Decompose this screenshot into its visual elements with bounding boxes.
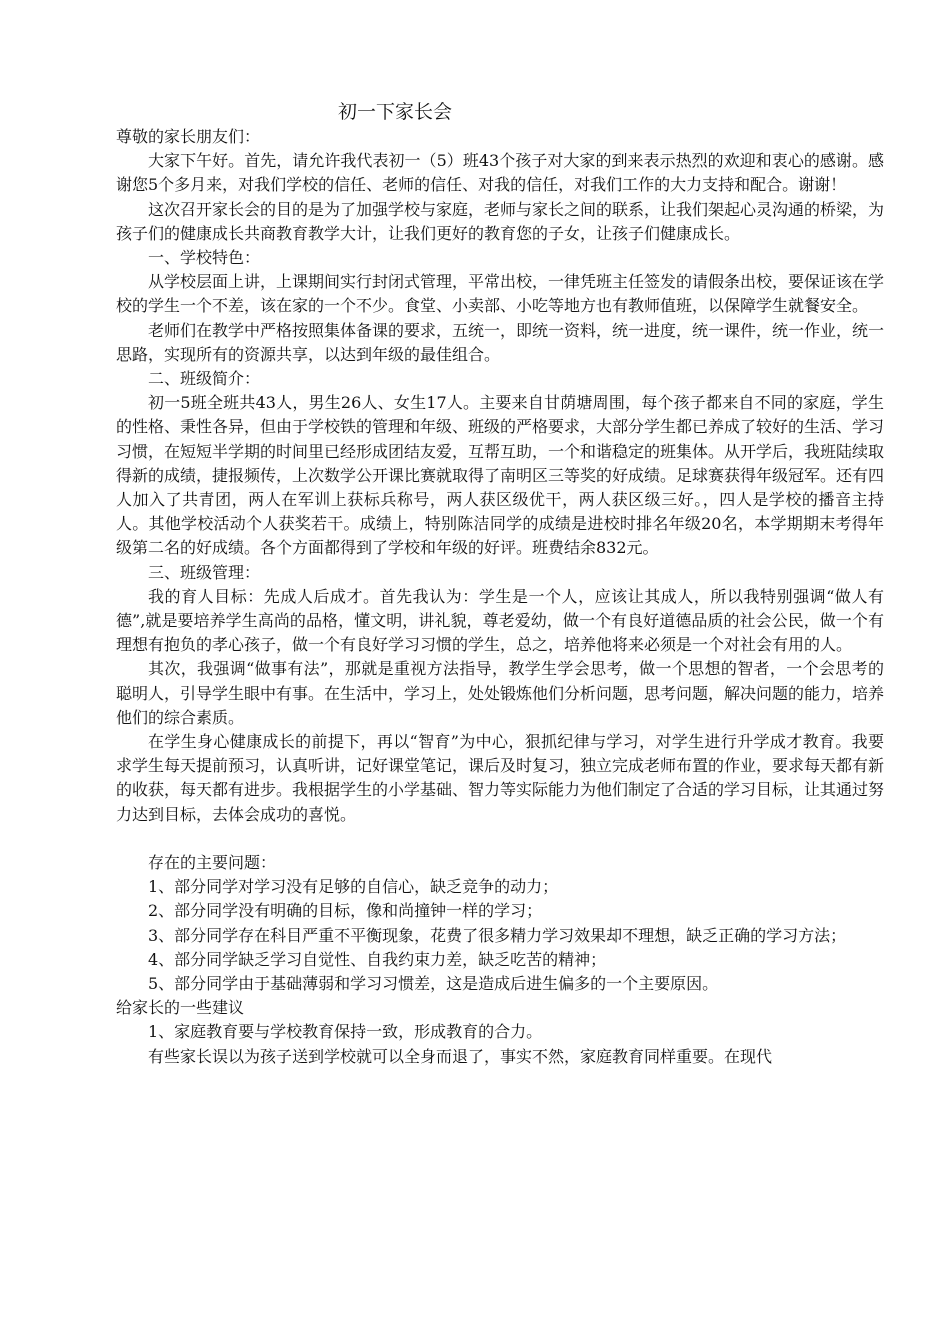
salutation: 尊敬的家长朋友们： bbox=[116, 127, 261, 146]
blank-line bbox=[116, 827, 884, 851]
section-heading-school-features: 一、学校特色： bbox=[148, 248, 261, 268]
section-heading-class-intro: 二、班级简介： bbox=[148, 369, 261, 389]
paragraph-study: 在学生身心健康成长的前提下，再以“智育”为中心，狠抓纪律与学习，对学生进行升学成才教育。我要求学生每天提前预习，认真听讲，记好课堂笔记，课后及时复习，独立完成老师布置的作业，要求每天都有新的收获，每天都有进步。我根据学生的小学基础、智力等实际能力为他们制定了合适的学习目标，让其通过努力达到目标，去体会成功的喜悦。 bbox=[116, 732, 885, 824]
paragraph-purpose: 这次召开家长会的目的是为了加强学校与家庭，老师与家长之间的联系，让我们架起心灵沟通的桥梁，为孩子们的健康成长共商教育教学大计，让我们更好的教育您的子女，让孩子们健康成长。 bbox=[116, 199, 885, 243]
paragraph-teaching: 老师们在教学中严格按照集体备课的要求，五统一，即统一资料，统一进度，统一课件，统一作业，统一思路，实现所有的资源共享，以达到年级的最佳组合。 bbox=[116, 320, 885, 364]
advice-heading: 给家长的一些建议 bbox=[116, 998, 245, 1018]
paragraph-welcome: 大家下午好。首先，请允许我代表初一（5）班43个孩子对大家的到来表示热烈的欢迎和衷心的感谢。感谢您5个多月来，对我们学校的信任、老师的信任、对我的信任，对我们工作的大力支持和配合。谢谢！ bbox=[116, 151, 884, 195]
problem-item: 2、部分同学没有明确的目标，像和尚撞钟一样的学习； bbox=[148, 901, 543, 921]
paragraph-method: 其次，我强调“做事有法”，那就是重视方法指导，教学生学会思考，做一个思想的智者，一个会思考的聪明人，引导学生眼中有事。在生活中，学习上，处处锻炼他们分析问题，思考问题，解决问题的能力，培养他们的综合素质。 bbox=[116, 659, 885, 727]
paragraph-school-management: 从学校层面上讲，上课期间实行封闭式管理，平常出校，一律凭班主任签发的请假条出校，要保证该在学校的学生一个不差，该在家的一个不少。食堂、小卖部、小吃等地方也有教师值班，以保障学生就餐安全。 bbox=[116, 272, 885, 316]
problem-item: 1、部分同学对学习没有足够的自信心，缺乏竞争的动力； bbox=[148, 877, 559, 897]
problem-item: 4、部分同学缺乏学习自觉性、自我约束力差，缺乏吃苦的精神； bbox=[148, 949, 607, 969]
section-heading-class-management: 三、班级管理： bbox=[148, 562, 261, 582]
paragraph-class-intro: 初一5班全班共43人，男生26人、女生17人。主要来自甘荫塘周围，每个孩子都来自不同的家庭，学生的性格、秉性各异，但由于学校铁的管理和年级、班级的严格要求，大部分学生都已养成了较好的生活、学习习惯，在短短半学期的时间里已经形成团结友爱，互帮互助，一个和谐稳定的班集体。从开学后，我班陆续取得新的成绩，捷报频传，上次数学公开课比赛就取得了南明区三等奖的好成绩。足球赛获得年级冠军。还有四人加入了共青团，两人在军训上获标兵称号，两人获区级优干，两人获区级三好。，四人是学校的播音主持人。其他学校活动个人获奖若干。成绩上，特别陈洁同学的成绩是进校时排名年级20名，本学期期末考得年级第二名的好成绩。各个方面都得到了学校和年级的好评。班费结余832元。 bbox=[116, 393, 885, 558]
problems-heading: 存在的主要问题： bbox=[148, 852, 277, 872]
problem-item: 3、部分同学存在科目严重不平衡现象，花费了很多精力学习效果却不理想，缺乏正确的学习方法； bbox=[148, 925, 847, 945]
advice-paragraph: 有些家长误以为孩子送到学校就可以全身而退了，事实不然，家庭教育同样重要。在现代 bbox=[148, 1046, 773, 1066]
problem-item: 5、部分同学由于基础薄弱和学习习惯差，这是造成后进生偏多的一个主要原因。 bbox=[148, 973, 719, 993]
document-body bbox=[116, 100, 884, 1069]
paragraph-education-goal: 我的育人目标：先成人后成才。首先我认为：学生是一个人，应该让其成人，所以我特别强调“做人有德”,就是要培养学生高尚的品格，懂文明，讲礼貌，尊老爱幼，做一个有良好道德品质的社会公民，做一个有理想有抱负的孝心孩子，做一个有良好学习习惯的学生，总之，培养他将来必须是一个对社会有用的人。 bbox=[116, 586, 884, 655]
advice-item: 1、家庭教育要与学校教育保持一致，形成教育的合力。 bbox=[148, 1022, 543, 1042]
page-title: 初一下家长会 bbox=[338, 101, 453, 123]
